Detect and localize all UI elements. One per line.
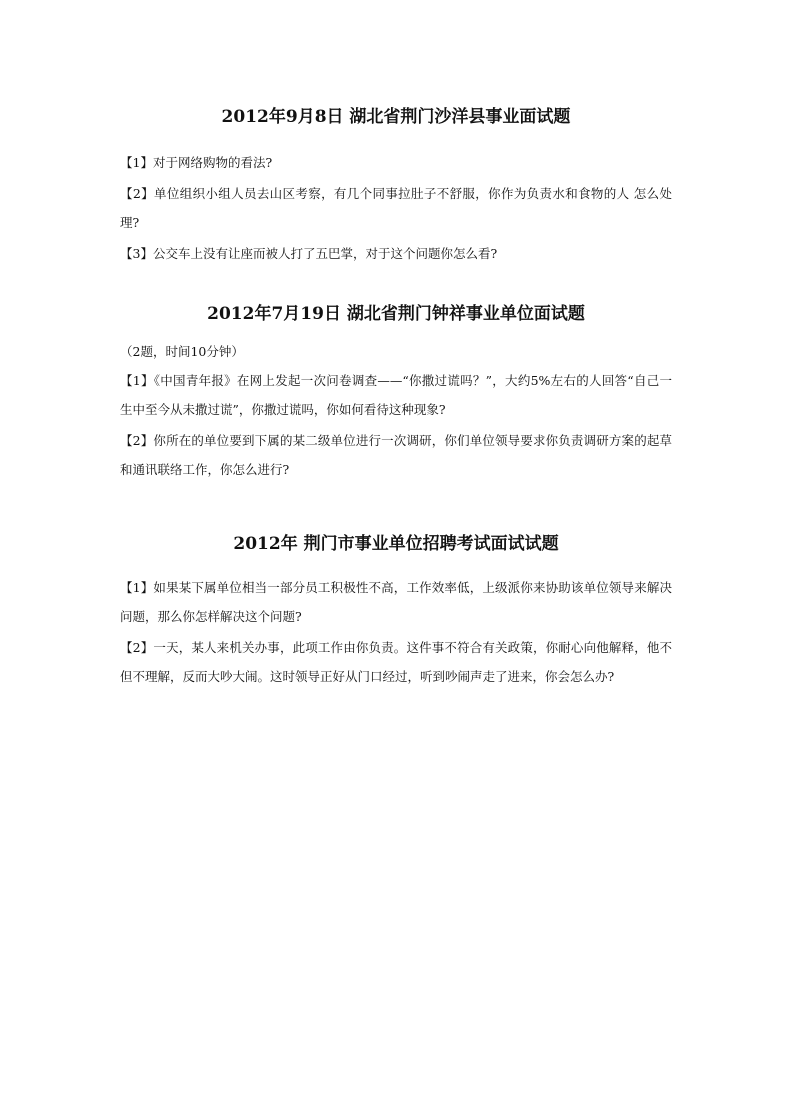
question-text: 一天，某人来机关办事，此项工作由你负责。这件事不符合有关政策，你耐心向他解释，他不但不理解，反而大吵大闹。这时领导正好从门口经过，听到吵闹声走了进来，你会怎么办?: [120, 640, 672, 684]
question-number: 【1】: [120, 373, 154, 388]
section-jingmen: [120, 533, 672, 691]
question-item: [120, 366, 672, 424]
question-item: [120, 148, 672, 177]
question-text: 你所在的单位要到下属的某二级单位进行一次调研，你们单位领导要求你负责调研方案的起草和通讯联络工作，你怎么进行?: [120, 433, 672, 477]
question-item: [120, 573, 672, 631]
question-text: 《中国青年报》在网上发起一次问卷调查——“你撒过谎吗？”，大约5%左右的人回答“自己一生中至今从未撒过谎”，你撒过谎吗，你如何看待这种现象?: [120, 373, 672, 417]
question-item: [120, 426, 672, 484]
question-item: [120, 239, 672, 268]
question-number: 【2】: [120, 433, 154, 448]
section-zhongxiang: [120, 303, 672, 484]
question-list: [120, 573, 672, 691]
question-number: 【2】: [120, 640, 154, 655]
question-number: 【2】: [120, 186, 155, 201]
section-title: 2012年9月8日 湖北省荆门沙洋县事业面试题: [221, 107, 571, 127]
section-title: 2012年7月19日 湖北省荆门钟祥事业单位面试题: [207, 304, 585, 324]
question-number: 【3】: [120, 246, 153, 261]
section-shayang: [120, 106, 672, 268]
question-number: 【1】: [120, 155, 153, 170]
question-list: [120, 366, 672, 484]
question-text: 如果某下属单位相当一部分员工积极性不高，工作效率低，上级派你来协助该单位领导来解决问题，那么你怎样解决这个问题?: [120, 580, 672, 624]
question-item: [120, 633, 672, 691]
section-note: （2题，时间10分钟）: [120, 344, 244, 359]
question-number: 【1】: [120, 580, 154, 595]
question-text: 对于网络购物的看法?: [152, 155, 273, 170]
question-text: 公交车上没有让座而被人打了五巴掌，对于这个问题你怎么看?: [152, 246, 498, 261]
section-title: 2012年 荆门市事业单位招聘考试面试试题: [233, 534, 559, 554]
question-item: [120, 179, 672, 237]
question-list: [120, 148, 672, 268]
question-text: 单位组织小组人员去山区考察，有几个同事拉肚子不舒服，你作为负责水和食物的人 怎么处理?: [120, 186, 673, 230]
